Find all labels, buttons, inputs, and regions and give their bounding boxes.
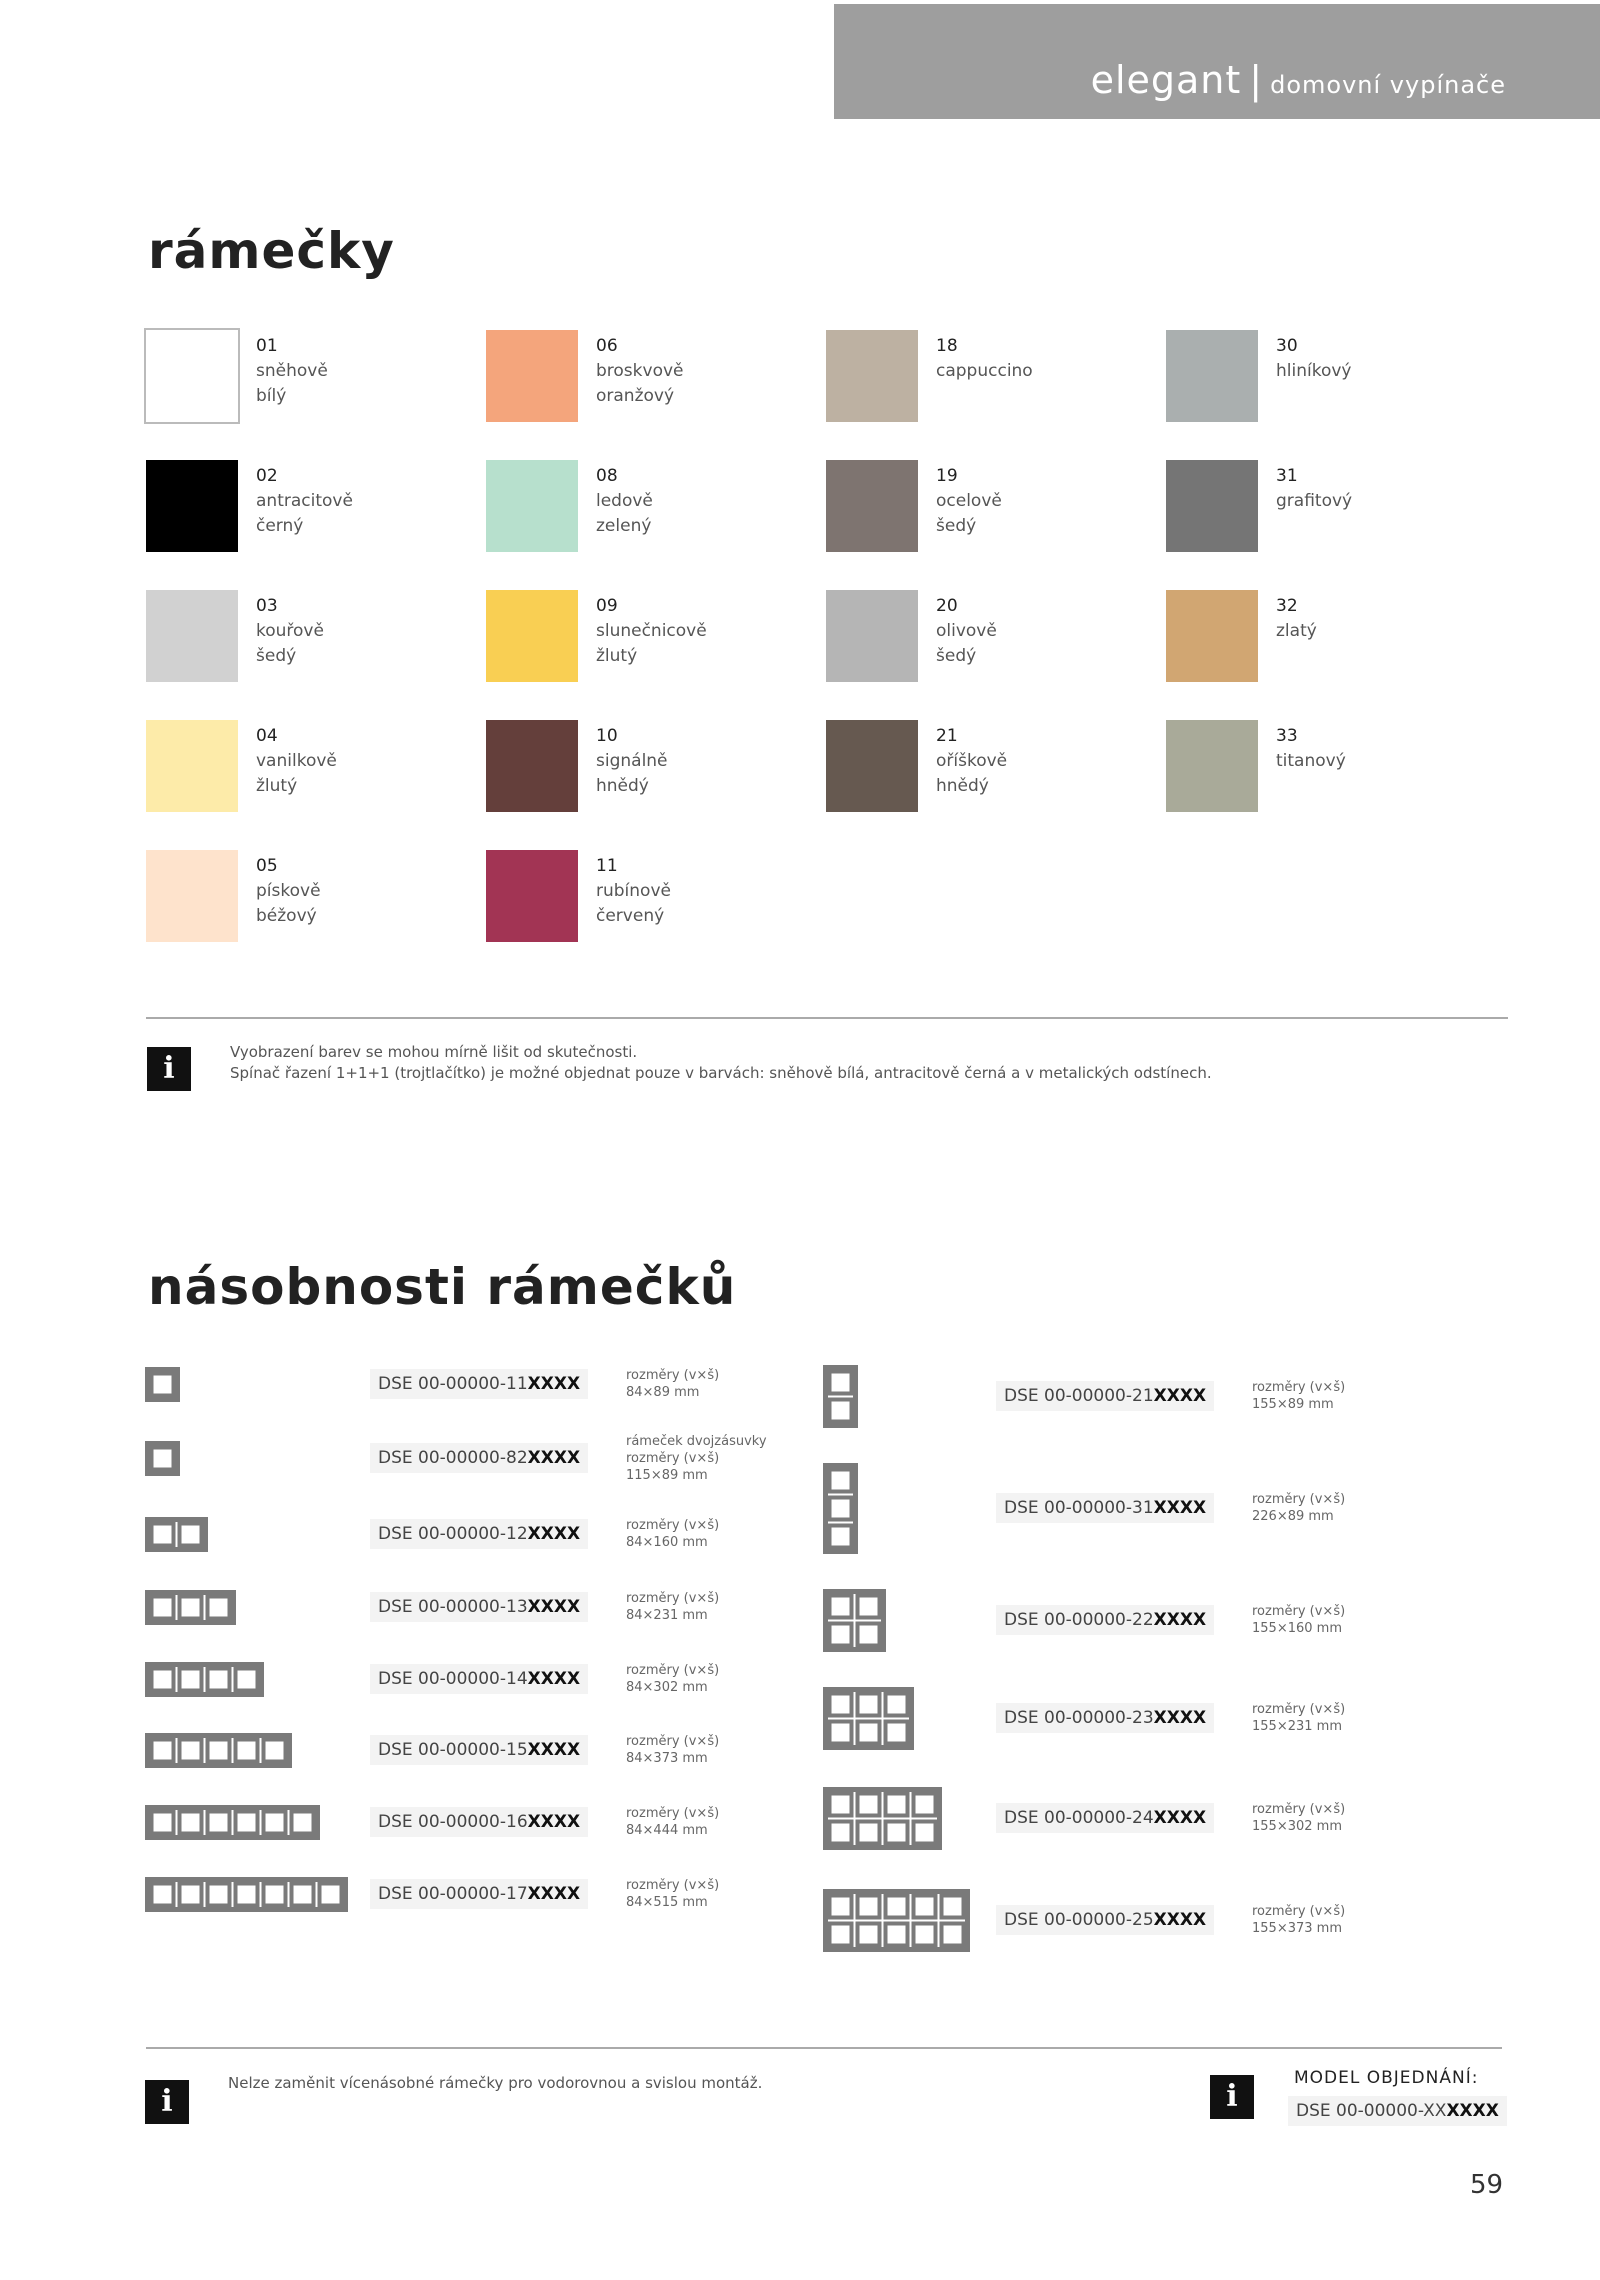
- dimension-value: 155×373 mm: [1252, 1921, 1342, 1936]
- frame-slot: [152, 1596, 174, 1618]
- frame-slot: [180, 1596, 202, 1618]
- dimension-label: rozměry (v×š): [626, 1591, 720, 1606]
- frame-slot: [830, 1821, 852, 1843]
- product-code: [370, 1664, 588, 1694]
- product-code-suffix: XXXX: [527, 1812, 581, 1832]
- frame-slot: [830, 1721, 852, 1743]
- dimension-label: rozměry (v×š): [1252, 1904, 1346, 1919]
- frame-slot: [152, 1523, 174, 1545]
- frame-slot: [830, 1469, 852, 1491]
- swatch-item: [146, 590, 476, 690]
- product-code-prefix: DSE 00-00000-15: [378, 1740, 528, 1760]
- product-code-suffix: XXXX: [1153, 1610, 1207, 1630]
- swatch-code: 33: [1276, 726, 1298, 746]
- color-swatch: [146, 590, 238, 682]
- frame-slot: [942, 1923, 964, 1945]
- color-swatch: [146, 720, 238, 812]
- swatch-item: [1166, 460, 1496, 560]
- swatch-name-line: béžový: [256, 906, 317, 926]
- frame-slot: [208, 1811, 230, 1833]
- frame-slot: [858, 1923, 880, 1945]
- frame-slot: [858, 1821, 880, 1843]
- swatch-item: [826, 720, 1156, 820]
- swatch-item: [486, 590, 816, 690]
- swatch-name-line: zlatý: [1276, 621, 1317, 641]
- frame-slot: [914, 1793, 936, 1815]
- frame-icon: [145, 1590, 236, 1625]
- swatch-name-line: hnědý: [936, 776, 989, 796]
- swatch-code: 08: [596, 466, 618, 486]
- product-code-suffix: XXXX: [527, 1597, 581, 1617]
- frame-slot: [180, 1739, 202, 1761]
- swatch-name-line: černý: [256, 516, 304, 536]
- frame-slot: [886, 1923, 908, 1945]
- dimension-value: 84×160 mm: [626, 1535, 708, 1550]
- divider: [146, 1017, 1508, 1019]
- swatch-name-line: ledově: [596, 491, 653, 511]
- dimension-value: 155×160 mm: [1252, 1621, 1342, 1636]
- info-icon: i: [145, 2080, 189, 2124]
- product-code-prefix: DSE 00-00000-21: [1004, 1386, 1154, 1406]
- frame-icon: [823, 1365, 858, 1428]
- frame-slot: [942, 1895, 964, 1917]
- frame-slot: [830, 1497, 852, 1519]
- swatch-label: [1276, 334, 1351, 384]
- frame-icon: [145, 1662, 264, 1697]
- swatch-code: 18: [936, 336, 958, 356]
- frame-slot: [152, 1373, 174, 1395]
- frame-outline: [826, 1891, 968, 1949]
- dimension-value: 84×231 mm: [626, 1608, 708, 1623]
- frame-slot: [858, 1895, 880, 1917]
- product-code-suffix: XXXX: [527, 1524, 581, 1544]
- section-title-frames: rámečky: [148, 222, 395, 280]
- dimension-label: rozměry (v×š): [1252, 1492, 1346, 1507]
- product-code: [996, 1803, 1214, 1833]
- frame-slot: [914, 1923, 936, 1945]
- color-swatch: [1166, 460, 1258, 552]
- swatch-item: [146, 850, 476, 950]
- dimension-label: rozměry (v×š): [1252, 1604, 1346, 1619]
- frame-icon: [823, 1889, 970, 1952]
- frame-slot: [236, 1811, 258, 1833]
- header-separator: |: [1249, 58, 1263, 102]
- product-code: [996, 1381, 1214, 1411]
- swatch-item: [146, 720, 476, 820]
- swatch-item: [826, 330, 1156, 430]
- frame-slot: [180, 1523, 202, 1545]
- swatch-name-line: signálně: [596, 751, 668, 771]
- dimension-value: 84×89 mm: [626, 1385, 700, 1400]
- frame-slot: [152, 1447, 174, 1469]
- product-code-prefix: DSE 00-00000-14: [378, 1669, 528, 1689]
- swatch-item: [1166, 720, 1496, 820]
- swatch-label: [256, 724, 337, 799]
- order-code-suffix: XXXX: [1446, 2101, 1499, 2121]
- dimension-label: rozměry (v×š): [1252, 1380, 1346, 1395]
- color-swatch: [486, 850, 578, 942]
- product-code: [370, 1443, 588, 1473]
- product-code-suffix: XXXX: [527, 1374, 581, 1394]
- swatch-label: [1276, 464, 1352, 514]
- swatch-label: [1276, 594, 1317, 644]
- frame-slot: [152, 1811, 174, 1833]
- frame-slot: [886, 1721, 908, 1743]
- swatch-item: [826, 590, 1156, 690]
- dimension-label: rozměry (v×š): [626, 1734, 720, 1749]
- frame-slot: [914, 1821, 936, 1843]
- swatch-label: [256, 464, 353, 539]
- frame-outline: [826, 1591, 884, 1649]
- frame-slot: [886, 1821, 908, 1843]
- frame-outline: [826, 1789, 940, 1847]
- frame-slot: [886, 1895, 908, 1917]
- product-code-prefix: DSE 00-00000-17: [378, 1884, 528, 1904]
- swatch-name-line: žlutý: [256, 776, 298, 796]
- dimensions: [1252, 1491, 1345, 1525]
- product-code-prefix: DSE 00-00000-12: [378, 1524, 528, 1544]
- swatch-code: 06: [596, 336, 618, 356]
- frame-icon: [145, 1805, 320, 1840]
- frame-slot: [830, 1693, 852, 1715]
- swatch-code: 04: [256, 726, 278, 746]
- swatch-code: 30: [1276, 336, 1298, 356]
- swatch-name-line: slunečnicově: [596, 621, 707, 641]
- frame-icon: [823, 1687, 914, 1750]
- mounting-note: Nelze zaměnit vícenásobné rámečky pro vodorovnou a svislou montáž.: [228, 2074, 763, 2092]
- frame-icon: [145, 1517, 208, 1552]
- color-swatch: [486, 720, 578, 812]
- swatch-name-line: cappuccino: [936, 361, 1033, 381]
- frame-slot: [208, 1668, 230, 1690]
- product-code: [370, 1519, 588, 1549]
- dimension-label: rozměry (v×š): [626, 1518, 720, 1533]
- swatch-item: [486, 460, 816, 560]
- swatch-item: [146, 330, 476, 430]
- color-note: [230, 1042, 1212, 1084]
- frame-slot: [830, 1793, 852, 1815]
- frame-slot: [320, 1883, 342, 1905]
- swatch-code: 31: [1276, 466, 1298, 486]
- swatch-code: 11: [596, 856, 618, 876]
- color-swatch: [146, 330, 238, 422]
- color-swatch: [486, 460, 578, 552]
- swatch-item: [1166, 330, 1496, 430]
- order-model-code: [1288, 2096, 1507, 2126]
- swatch-code: 10: [596, 726, 618, 746]
- dimension-value: 84×373 mm: [626, 1751, 708, 1766]
- color-swatch: [486, 590, 578, 682]
- order-code-prefix: DSE 00-00000-XX: [1296, 2101, 1447, 2121]
- dimensions: [626, 1433, 767, 1484]
- swatch-label: [596, 334, 684, 409]
- product-code: [996, 1605, 1214, 1635]
- swatch-name-line: šedý: [936, 516, 977, 536]
- frame-icon: [145, 1367, 180, 1402]
- product-code-prefix: DSE 00-00000-11: [378, 1374, 528, 1394]
- color-swatch: [826, 720, 918, 812]
- swatch-code: 20: [936, 596, 958, 616]
- frame-slot: [858, 1623, 880, 1645]
- order-model-label: MODEL OBJEDNÁNÍ:: [1294, 2068, 1479, 2088]
- frame-slot: [886, 1693, 908, 1715]
- product-code-prefix: DSE 00-00000-25: [1004, 1910, 1154, 1930]
- swatch-name-line: pískově: [256, 881, 321, 901]
- swatch-name-line: oranžový: [596, 386, 675, 406]
- dimension-value: 84×444 mm: [626, 1823, 708, 1838]
- dimension-value: 84×515 mm: [626, 1895, 708, 1910]
- dimensions: [1252, 1603, 1345, 1637]
- product-code: [370, 1735, 588, 1765]
- product-code-prefix: DSE 00-00000-82: [378, 1448, 528, 1468]
- frame-slot: [264, 1883, 286, 1905]
- frame-slot: [914, 1895, 936, 1917]
- color-swatch: [826, 590, 918, 682]
- product-code: [370, 1592, 588, 1622]
- swatch-code: 03: [256, 596, 278, 616]
- swatch-name-line: hliníkový: [1276, 361, 1352, 381]
- dimension-value: 155×89 mm: [1252, 1397, 1334, 1412]
- product-code-prefix: DSE 00-00000-16: [378, 1812, 528, 1832]
- swatch-name-line: grafitový: [1276, 491, 1353, 511]
- swatch-name-line: zelený: [596, 516, 652, 536]
- dimension-value: 115×89 mm: [626, 1467, 708, 1483]
- swatch-item: [826, 460, 1156, 560]
- dimensions: [626, 1662, 719, 1696]
- color-swatch: [826, 460, 918, 552]
- product-code-suffix: XXXX: [1153, 1498, 1207, 1518]
- swatch-code: 09: [596, 596, 618, 616]
- swatch-label: [256, 334, 328, 409]
- swatch-item: [146, 460, 476, 560]
- swatch-code: 19: [936, 466, 958, 486]
- frame-slot: [830, 1923, 852, 1945]
- frame-slot: [858, 1693, 880, 1715]
- frame-icon: [823, 1787, 942, 1850]
- swatch-name-line: ocelově: [936, 491, 1002, 511]
- dimensions: [1252, 1379, 1345, 1413]
- product-code-prefix: DSE 00-00000-31: [1004, 1498, 1154, 1518]
- swatch-label: [936, 334, 1033, 384]
- swatch-name-line: broskvově: [596, 361, 684, 381]
- frame-slot: [830, 1371, 852, 1393]
- swatch-name-line: rubínově: [596, 881, 671, 901]
- color-swatch: [486, 330, 578, 422]
- product-code-prefix: DSE 00-00000-22: [1004, 1610, 1154, 1630]
- dimensions: [1252, 1701, 1345, 1735]
- dimension-label: rozměry (v×š): [626, 1806, 720, 1821]
- frame-icon: [823, 1463, 858, 1554]
- dimension-label: rozměry (v×š): [626, 1368, 720, 1383]
- swatch-label: [936, 594, 997, 669]
- swatch-item: [1166, 590, 1496, 690]
- swatch-name-line: žlutý: [596, 646, 638, 666]
- product-code-prefix: DSE 00-00000-23: [1004, 1708, 1154, 1728]
- swatch-name-line: hnědý: [596, 776, 649, 796]
- swatch-name-line: šedý: [936, 646, 977, 666]
- dimensions: [626, 1877, 719, 1911]
- frame-slot: [236, 1739, 258, 1761]
- frame-slot: [830, 1595, 852, 1617]
- frame-slot: [264, 1811, 286, 1833]
- swatch-name-line: olivově: [936, 621, 997, 641]
- swatch-code: 02: [256, 466, 278, 486]
- swatch-label: [596, 854, 671, 929]
- swatch-label: [256, 594, 324, 669]
- frame-slot: [152, 1739, 174, 1761]
- product-code: [996, 1905, 1214, 1935]
- frame-slot: [292, 1883, 314, 1905]
- dimensions: [626, 1590, 719, 1624]
- swatch-label: [596, 594, 707, 669]
- product-code: [370, 1807, 588, 1837]
- swatch-item: [486, 330, 816, 430]
- dimension-label: rozměry (v×š): [626, 1878, 720, 1893]
- swatch-code: 01: [256, 336, 278, 356]
- product-code-suffix: XXXX: [527, 1740, 581, 1760]
- dimension-note: rámeček dvojzásuvky: [626, 1433, 767, 1449]
- frame-icon: [145, 1877, 348, 1912]
- frame-slot: [830, 1525, 852, 1547]
- header-bar: [834, 4, 1600, 119]
- color-note-line2: Spínač řazení 1+1+1 (trojtlačítko) je možné objednat pouze v barvách: sněhově bílá, antracitově černá a v metalických odstínech.: [230, 1064, 1212, 1082]
- swatch-code: 05: [256, 856, 278, 876]
- swatch-name-line: kouřově: [256, 621, 324, 641]
- color-note-line1: Vyobrazení barev se mohou mírně lišit od skutečnosti.: [230, 1043, 638, 1061]
- frame-slot: [208, 1739, 230, 1761]
- product-code: [370, 1369, 588, 1399]
- frame-icon: [145, 1441, 180, 1476]
- swatch-label: [596, 724, 668, 799]
- dimensions: [626, 1367, 719, 1401]
- frame-icon: [145, 1733, 292, 1768]
- dimension-label: rozměry (v×š): [1252, 1802, 1346, 1817]
- swatch-item: [486, 720, 816, 820]
- dimension-value: 155×231 mm: [1252, 1719, 1342, 1734]
- color-swatch: [826, 330, 918, 422]
- product-code: [370, 1879, 588, 1909]
- dimension-label: rozměry (v×š): [626, 1663, 720, 1678]
- info-icon: i: [147, 1047, 191, 1091]
- color-swatch: [146, 850, 238, 942]
- swatch-label: [936, 724, 1007, 799]
- dimensions: [1252, 1801, 1345, 1835]
- frame-slot: [236, 1668, 258, 1690]
- header-subtitle: domovní vypínače: [1270, 71, 1506, 99]
- swatch-item: [486, 850, 816, 950]
- swatch-name-line: titanový: [1276, 751, 1346, 771]
- frame-slot: [152, 1883, 174, 1905]
- frame-slot: [858, 1793, 880, 1815]
- frame-slot: [236, 1883, 258, 1905]
- product-code-prefix: DSE 00-00000-24: [1004, 1808, 1154, 1828]
- product-code-suffix: XXXX: [527, 1448, 581, 1468]
- color-swatch: [1166, 590, 1258, 682]
- frame-slot: [830, 1895, 852, 1917]
- color-swatch: [1166, 330, 1258, 422]
- dimension-value: 155×302 mm: [1252, 1819, 1342, 1834]
- dimensions: [1252, 1903, 1345, 1937]
- swatch-label: [1276, 724, 1346, 774]
- product-code-suffix: XXXX: [527, 1884, 581, 1904]
- swatch-name-line: oříškově: [936, 751, 1008, 771]
- frame-slot: [858, 1595, 880, 1617]
- section-title-multiples: násobnosti rámečků: [148, 1258, 737, 1316]
- swatch-name-line: sněhově: [256, 361, 328, 381]
- page-number: 59: [1470, 2170, 1504, 2200]
- frame-slot: [830, 1623, 852, 1645]
- frame-icon: [823, 1589, 886, 1652]
- dimension-label: rozměry (v×š): [1252, 1702, 1346, 1717]
- dimensions: [626, 1805, 719, 1839]
- swatch-name-line: bílý: [256, 386, 287, 406]
- swatch-name-line: červený: [596, 906, 665, 926]
- frame-slot: [180, 1668, 202, 1690]
- swatch-name-line: šedý: [256, 646, 297, 666]
- swatch-code: 21: [936, 726, 958, 746]
- product-code: [996, 1493, 1214, 1523]
- frame-slot: [152, 1668, 174, 1690]
- header-brand: elegant: [1090, 58, 1242, 102]
- frame-outline: [826, 1689, 912, 1747]
- product-code-suffix: XXXX: [1153, 1708, 1207, 1728]
- color-swatch: [1166, 720, 1258, 812]
- divider: [146, 2047, 1502, 2049]
- product-code: [996, 1703, 1214, 1733]
- product-code-suffix: XXXX: [1153, 1808, 1207, 1828]
- dimension-value: 84×302 mm: [626, 1680, 708, 1695]
- frame-slot: [264, 1739, 286, 1761]
- swatch-label: [256, 854, 321, 929]
- frame-slot: [292, 1811, 314, 1833]
- swatch-name-line: vanilkově: [256, 751, 337, 771]
- product-code-suffix: XXXX: [1153, 1910, 1207, 1930]
- header-text: [1091, 58, 1506, 102]
- frame-slot: [208, 1596, 230, 1618]
- dimensions: [626, 1733, 719, 1767]
- frame-slot: [858, 1721, 880, 1743]
- frame-slot: [886, 1793, 908, 1815]
- dimensions: [626, 1517, 719, 1551]
- info-icon: i: [1210, 2075, 1254, 2119]
- swatch-code: 32: [1276, 596, 1298, 616]
- frame-slot: [180, 1811, 202, 1833]
- swatch-label: [596, 464, 653, 539]
- frame-slot: [180, 1883, 202, 1905]
- product-code-suffix: XXXX: [527, 1669, 581, 1689]
- product-code-suffix: XXXX: [1153, 1386, 1207, 1406]
- dimension-label: rozměry (v×š): [626, 1450, 720, 1466]
- swatch-name-line: antracitově: [256, 491, 353, 511]
- product-code-prefix: DSE 00-00000-13: [378, 1597, 528, 1617]
- frame-slot: [830, 1399, 852, 1421]
- frame-slot: [208, 1883, 230, 1905]
- dimension-value: 226×89 mm: [1252, 1509, 1334, 1524]
- color-swatch: [146, 460, 238, 552]
- swatch-label: [936, 464, 1002, 539]
